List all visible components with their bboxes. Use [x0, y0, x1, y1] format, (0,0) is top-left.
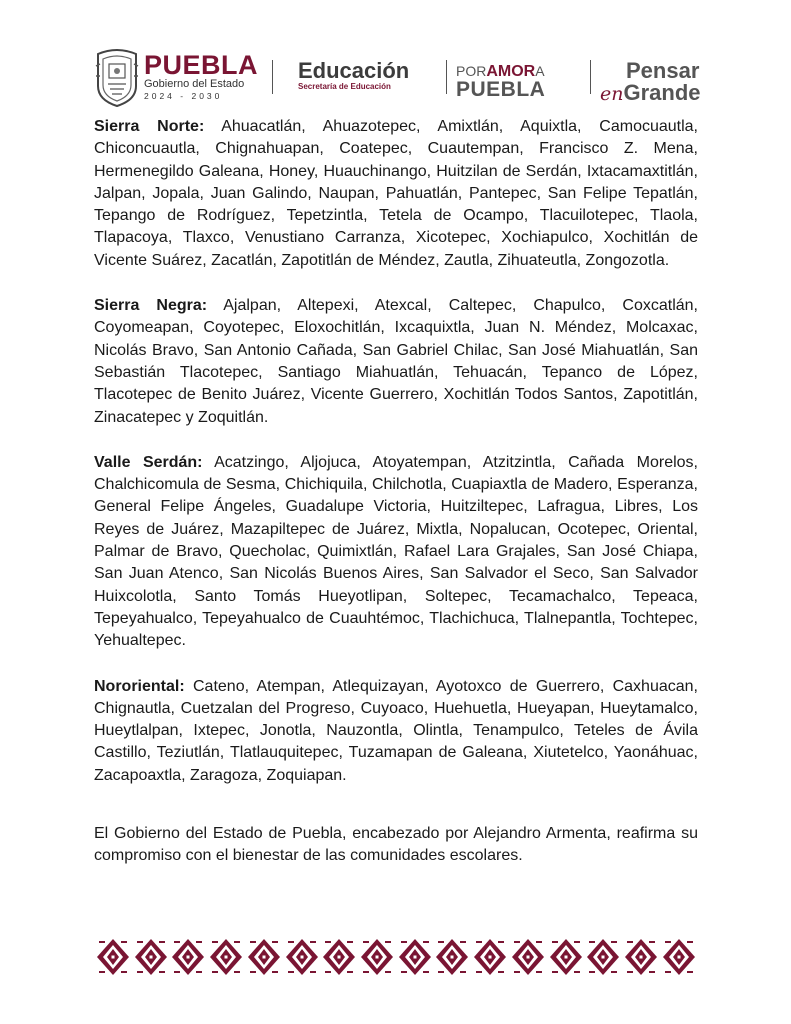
- embroidery-pattern-icon: [662, 938, 696, 976]
- education-subtitle: Secretaría de Educación: [298, 82, 391, 91]
- embroidery-pattern-icon: [171, 938, 205, 976]
- state-seal-icon: [94, 46, 140, 108]
- region-paragraph: [94, 116, 698, 272]
- municipality-list: Ahuacatlán, Ahuazotepec, Amixtlán, Aquixtla, Camocuautla, Chiconcuautla, Chignahuapan, Coatepec, Cuautempan, Francisco Z. Mena, Hermenegildo Galeana, Honey, Huauchinango, Huitzilan de Serdán, Ixtacamaxtitlán, Jalpan, Jopala, Juan Galindo, Naupan, Pahuatlán, Pantepec, San Felipe Tepatlán, Tepango de Rodríguez, Tepetzintla, Tetela de Ocampo, Tlacuilotepec, Tlaola, Tlapacoya, Tlaxco, Venustiano Carranza, Xicotepec, Xochiapulco, Xochitlán de Vicente Suárez, Zacatlán, Zapotitlán de Méndez, Zautla, Zihuateutla, Zongozotla.: [94, 118, 699, 269]
- amor-a: A: [535, 63, 545, 79]
- education-title: Educación: [298, 58, 410, 83]
- puebla-years: 2024 - 2030: [144, 91, 223, 101]
- logo-divider: [446, 60, 447, 94]
- closing-paragraph: El Gobierno del Estado de Puebla, encabezado por Alejandro Armenta, reafirma su compromiso con el bienestar de las comunidades escolares.: [94, 825, 698, 865]
- embroidery-pattern-icon: [209, 938, 243, 976]
- pensar-word: Pensar: [626, 58, 700, 83]
- embroidery-pattern-icon: [96, 938, 130, 976]
- municipality-list: Ajalpan, Altepexi, Atexcal, Caltepec, Chapulco, Coxcatlán, Coyomeapan, Coyotepec, Eloxochitlán, Ixcaquixtla, Juan N. Méndez, Molcaxac, Nicolás Bravo, San Antonio Cañada, San Gabriel Chilac, San José Miahuatlán, San Sebastián Tlacotepec, Santiago Miahuatlán, Tehuacán, Tepanco de López, Tlacotepec de Benito Juárez, Vicente Guerrero, Xochitlán Todos Santos, Zapotitlán, Zinacatepec y Zoquitlán.: [94, 297, 699, 426]
- embroidery-pattern-icon: [134, 938, 168, 976]
- embroidery-pattern-icon: [549, 938, 583, 976]
- embroidery-pattern-icon: [247, 938, 281, 976]
- logo-divider: [590, 60, 591, 94]
- embroidery-pattern-icon: [285, 938, 319, 976]
- region-name: Valle Serdán:: [94, 453, 203, 471]
- region-name: Nororiental:: [94, 677, 185, 695]
- amor-por: POR: [456, 63, 487, 79]
- municipality-list: Cateno, Atempan, Atlequizayan, Ayotoxco de Guerrero, Caxhuacan, Chignautla, Cuetzalan del Progreso, Cuyoaco, Huehuetla, Hueyapan, Hueytamalco, Hueytlalpan, Ixtepec, Jonotla, Nauzontla, Olintla, Tenampulco, Teteles de Ávila Castillo, Teziutlán, Tlatlauquitepec, Tuzamapan de Galeana, Xiutetelco, Yaonáhuac, Zacapoaxtla, Zaragoza, Zoquiapan.: [94, 677, 698, 784]
- en-word: en: [600, 83, 624, 105]
- education-logo: [298, 60, 409, 92]
- region-paragraph: [94, 452, 698, 653]
- embroidery-pattern-icon: [322, 938, 356, 976]
- amor-word: AMOR: [486, 63, 536, 80]
- embroidery-pattern-icon: [360, 938, 394, 976]
- puebla-subtitle: Gobierno del Estado: [144, 78, 245, 90]
- municipality-list: Acatzingo, Aljojuca, Atoyatempan, Atzitzintla, Cañada Morelos, Chalchicomula de Sesma, Chichiquila, Chilchotla, Cuapiaxtla de Madero, Esperanza, General Felipe Ángeles, Guadalupe Victoria, Huitziltepec, Lafragua, Libres, Los Reyes de Juárez, Mazapiltepec de Juárez, Mixtla, Nopalucan, Ocotepec, Oriental, Palmar de Bravo, Quecholac, Quimixtlán, Rafael Lara Grajales, San José Chiapa, San Juan Atenco, San Nicolás Buenos Aires, San Salvador el Seco, San Salvador Huixcolotla, Santo Tomás Hueyotlipan, Soltepec, Tecamachalco, Tepeaca, Tepeyahualco, Tepeyahualco de Cuauhtémoc, Tlachichuca, Tlalnepantla, Tochtepec, Yehualtepec.: [94, 453, 699, 650]
- pensar-en-grande-logo: [600, 60, 701, 105]
- grande-word: Grande: [623, 80, 701, 105]
- document-body: [94, 116, 698, 891]
- embroidery-pattern-icon: [511, 938, 545, 976]
- letterhead: [90, 44, 730, 114]
- logo-divider: [272, 60, 273, 94]
- puebla-title: PUEBLA: [144, 50, 259, 80]
- embroidery-pattern-icon: [586, 938, 620, 976]
- region-name: Sierra Negra:: [94, 297, 208, 315]
- amor-line1: [456, 64, 545, 79]
- amor-puebla: PUEBLA: [456, 78, 546, 101]
- region-paragraph: [94, 295, 698, 429]
- por-amor-a-puebla-logo: [456, 64, 545, 100]
- embroidery-pattern-icon: [398, 938, 432, 976]
- region-paragraph: [94, 676, 698, 787]
- footer-ornament: [96, 938, 696, 976]
- puebla-government-logo: [144, 52, 258, 102]
- embroidery-pattern-icon: [435, 938, 469, 976]
- embroidery-pattern-icon: [473, 938, 507, 976]
- region-name: Sierra Norte:: [94, 118, 205, 135]
- en-grande: [600, 82, 701, 105]
- embroidery-pattern-icon: [624, 938, 658, 976]
